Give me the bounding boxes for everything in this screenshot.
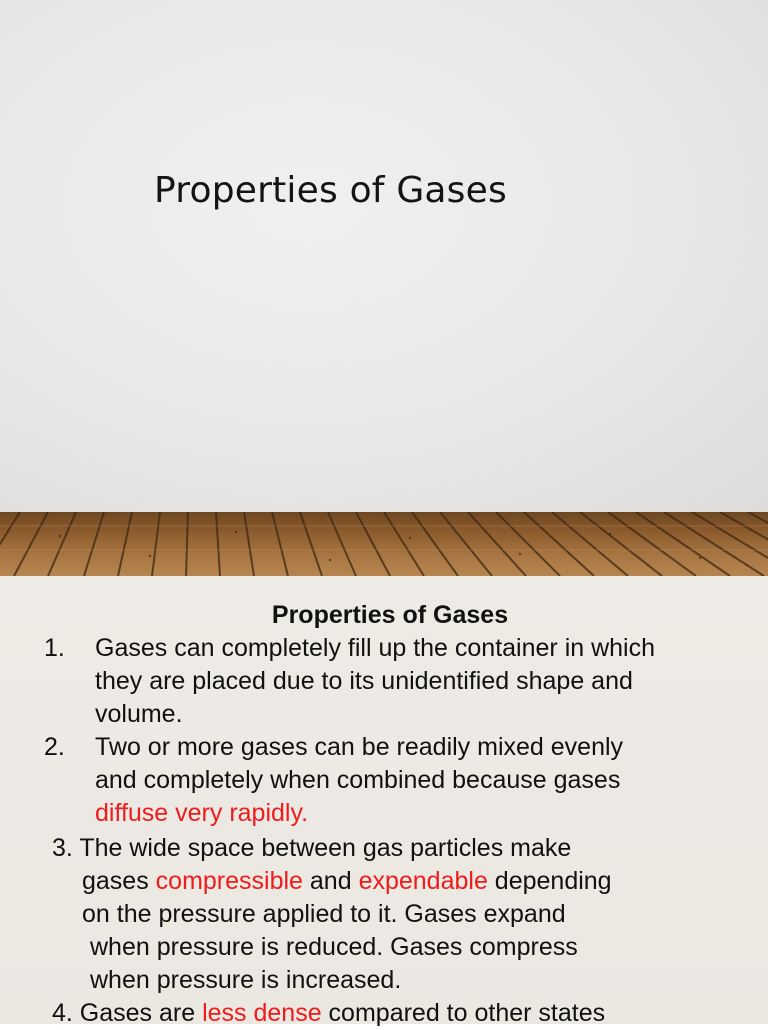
- item1-line2: they are placed due to its unidentified shape and: [95, 667, 633, 695]
- item2-line1: Two or more gases can be readily mixed evenly: [95, 733, 624, 761]
- wood-floor-decoration: [0, 512, 768, 576]
- emphasis-expendable: expendable: [358, 867, 488, 895]
- item2-line2: and completely when combined because gases: [95, 766, 621, 794]
- item3-line2: [82, 865, 612, 898]
- item1-line1: Gases can completely fill up the container in which: [95, 634, 656, 662]
- item3-line2-text-c: depending: [487, 867, 612, 895]
- title-slide-heading: Properties of Gases: [154, 170, 507, 211]
- emphasis-less-dense: less dense: [202, 999, 322, 1027]
- list-number-2: 2.: [44, 733, 65, 761]
- item3-line4: when pressure is reduced. Gases compress: [90, 933, 578, 961]
- item4-text-a: 4. Gases are: [52, 999, 203, 1027]
- item1-line3: volume.: [95, 700, 183, 728]
- item2-emphasis: diffuse very rapidly.: [95, 799, 309, 827]
- item3-line2-text-b: and: [302, 867, 359, 895]
- item4-line1: [52, 997, 605, 1030]
- list-number-1: 1.: [44, 634, 65, 662]
- content-slide-heading: Properties of Gases: [271, 601, 509, 629]
- item3-line2-text-a: gases: [82, 867, 156, 895]
- item4-text-b: compared to other states: [321, 999, 606, 1027]
- content-slide: [0, 576, 768, 1027]
- item3-line3: on the pressure applied to it. Gases expand: [82, 900, 566, 928]
- title-slide: [0, 0, 768, 512]
- item3-line5: when pressure is increased.: [90, 966, 402, 994]
- wood-planks-graphic: [0, 512, 768, 576]
- item3-line1: 3. The wide space between gas particles make: [52, 834, 572, 862]
- emphasis-compressible: compressible: [155, 867, 303, 895]
